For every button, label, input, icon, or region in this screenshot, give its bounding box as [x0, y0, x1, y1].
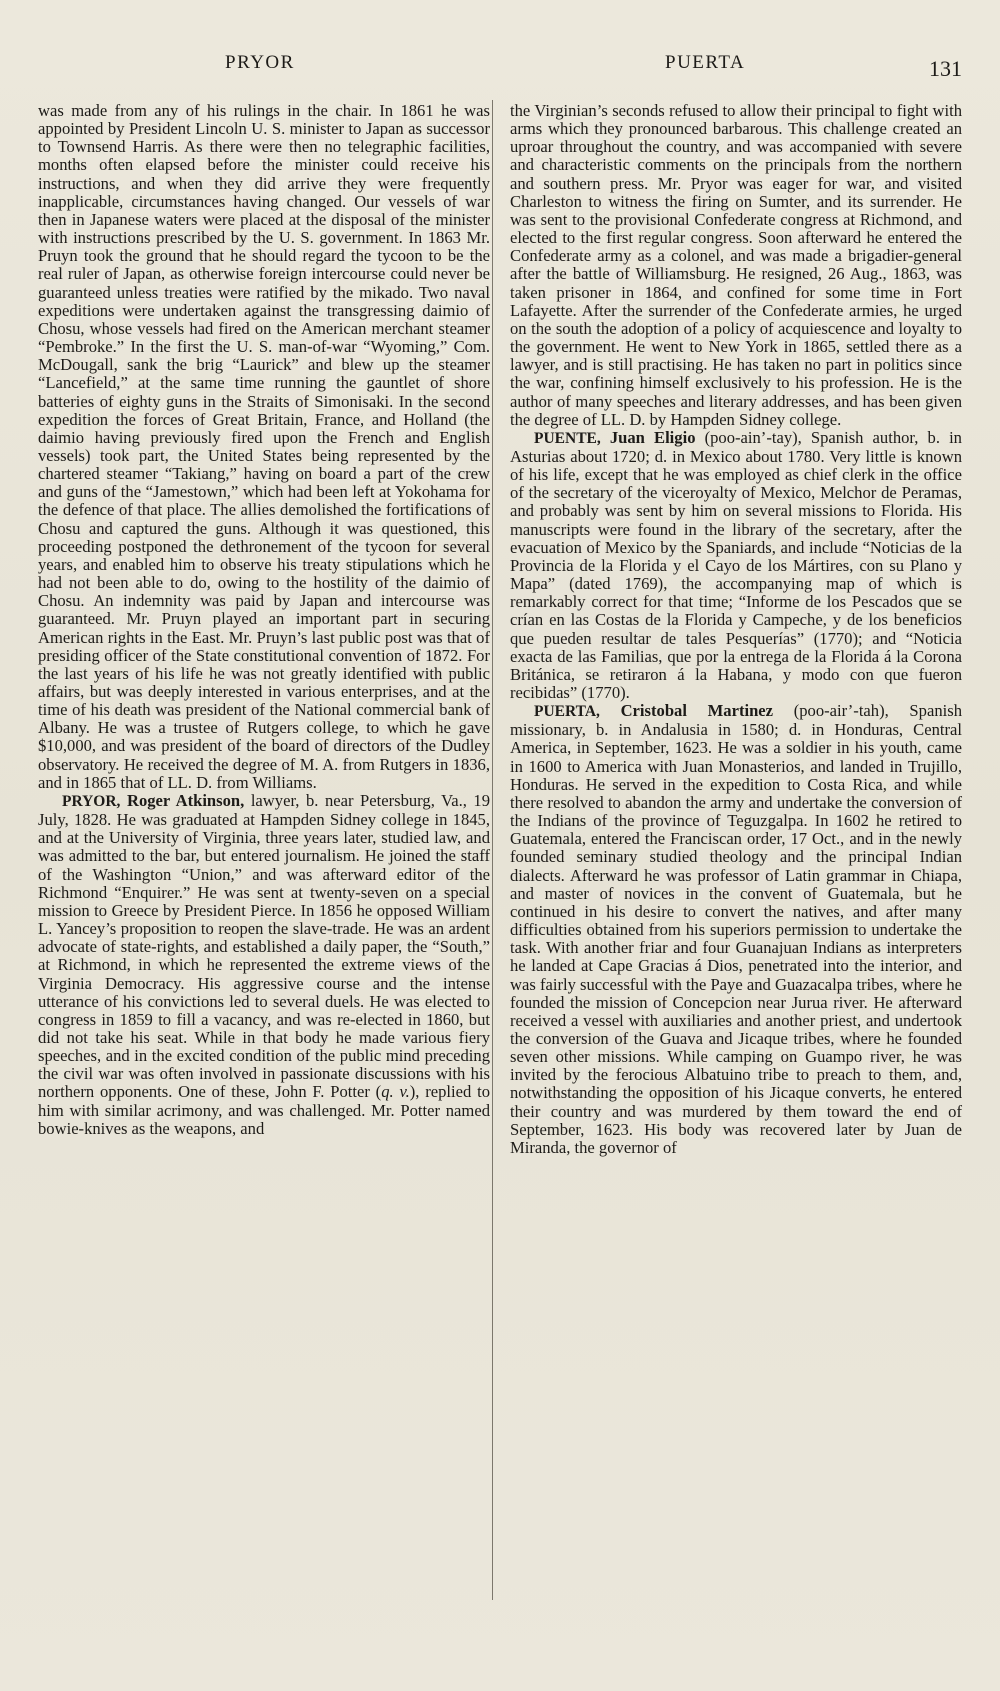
running-head-left: PRYOR [225, 52, 295, 73]
puente-entry [510, 429, 962, 702]
pryor-headword-surname: PRYOR, [62, 792, 121, 810]
pryor-headword-given: Roger Atkinson, [126, 790, 245, 810]
pryor-entry-continuation: the Virginian’s seconds refused to allow their principal to fight with arms which they pronounced barbarous. This challenge created an uproar throughout the country, and was accompanied with severe and characteristic comments on the principals from the northern and southern press. Mr. Pryor was eager for war, and visited Charleston to witness the firing on Sumter, and its surrender. He was sent to the provisional Confederate congress at Richmond, and elected to the first regular congress. Soon afterward he entered the Confederate army as a colonel, and was made a brigadier-general after the battle of Williamsburg. He resigned, 26 Aug., 1863, was taken prisoner in 1864, and confined for some time in Fort Lafayette. After the surrender of the Confederate armies, he urged on the south the adoption of a policy of acquiescence and loyalty to the government. He went to New York in 1865, settled there as a lawyer, and is still practising. He has taken no part in politics since the war, confining himself exclusively to his profession. He is the author of many speeches and literary addresses, and has been given the degree of LL. D. by Hampden Sidney college. [510, 101, 962, 429]
left-column [38, 102, 490, 1138]
puente-entry-text: (poo-ain’-tay), Spanish author, b. in Asturias about 1720; d. in Mexico about 1780. Very little is known of his life, except that he was employed as chief clerk in the office of the secretary of the viceroyalty of Mexico, Melchor de Peramas, and probably was sent by him on several missions to Florida. His manuscripts were found in the library of the secretary, after the evacuation of Mexico by the Spaniards, and include “Noticias de la Provincia de la Florida y el Cayo de los Mártires, con su Plano y Mapa” (dated 1769), the accompanying map of which is remarkably correct for that time; “Informe de los Pescados que se crían en las Costas de la Florida y Campeche, y de los beneficios que pueden resultar de tales Pesquerías” (1770); and “Noticia exacta de las Familias, que por la entrega de la Florida á la Corona Británica, se retiraron á la Habana, y modo con que fueron recibidas” (1770). [510, 427, 962, 702]
pryor-qv: q. v. [381, 1082, 410, 1102]
puente-headword-given: Juan Eligio [609, 427, 696, 447]
pruyn-entry-continuation: was made from any of his rulings in the chair. In 1861 he was appointed by President Lincoln U. S. minister to Japan as successor to Townsend Harris. As there were then no telegraphic facilities, months often elapsed before the minister could receive his instructions, and when they did arrive they were frequently inapplicable, circumstances having changed. Our vessels of war then in Japanese waters were placed at the disposal of the minister with instructions prescribed by the U. S. government. In 1863 Mr. Pruyn took the ground that he should regard the tycoon to be the real ruler of Japan, as otherwise foreign intercourse could never be guaranteed unless treaties were ratified by the mikado. Two naval expeditions were undertaken against the transgressing daimio of Chosu, whose vessels had fired on the American merchant steamer “Pembroke.” In the first the U. S. man-of-war “Wyoming,” Com. McDougall, sank the brig “Laurick” and blew up the steamer “Lancefield,” at the same time running the gauntlet of shore batteries of eighty guns in the Straits of Simonisaki. In the second expedition the forces of Great Britain, France, and Holland (the daimio having previously fired upon the French and English vessels) took part, the United States being represented by the chartered steamer “Takiang,” having on board a part of the crew and guns of the “Jamestown,” which had been left at Yokohama for the defence of that place. The allies demolished the fortifications of Chosu and captured the guns. Although it was questioned, this proceeding postponed the dethronement of the tycoon for several years, and enabled him to observe his treaty stipulations which he had not been able to do, owing to the hostility of the daimio of Chosu. An indemnity was paid by Japan and intercourse was guaranteed. Mr. Pruyn played an important part in securing American rights in the East. Mr. Pruyn’s last public post was that of presiding officer of the State constitutional convention of 1872. For the last years of his life he was not greatly identified with public affairs, but was deeply interested in various enterprises, and at the time of his death was president of the National commercial bank of Albany. He was a trustee of Rutgers college, to which he gave $10,000, and was president of the board of directors of the Dudley observatory. He received the degree of M. A. from Rutgers in 1836, and in 1865 that of LL. D. from Williams. [38, 101, 490, 792]
puerta-entry-text: (poo-air’-tah), Spanish missionary, b. in Andalusia in 1580; d. in Honduras, Central America, in September, 1623. He was a soldier in his youth, came in 1600 to America with Juan Monasterios, and landed in Trujillo, Honduras. He served in the expedition to Costa Rica, and while there resolved to abandon the army and undertake the conversion of the Indians of the province of Teguzgalpa. In 1602 he retired to Guatemala, entered the Franciscan order, 17 Oct., and in the newly founded seminary studied theology and the principal Indian dialects. Afterward he was professor of Latin grammar in Chiapa, and master of novices in the convent of Guatemala, but he continued in his desire to convert the natives, and after many difficulties obtained from his superiors permission to undertake the task. With another friar and four Guanajuan Indians as interpreters he landed at Cape Gracias á Dios, penetrated into the interior, and was fairly successful with the Paye and Guazacalpa tribes, where he founded the mission of Concepcion near Jurua river. He afterward received a vessel with auxiliaries and another priest, and undertook the conversion of the Guava and Jicaque tribes, where he founded seven other missions. While camping on Guampo river, he was invited by the ferocious Albatuino tribe to preach to them, and, notwithstanding the opposition of his Jicaque converts, he entered their country and was murdered by them toward the end of September, 1623. His body was recovered later by Juan de Miranda, the governor of [510, 701, 963, 1157]
pryor-entry-text-1: lawyer, b. near Petersburg, Va., 19 July, 1828. He was graduated at Hampden Sidney college in 1845, and at the University of Virginia, three years later, studied law, and was admitted to the bar, but entered journalism. He joined the staff of the Washington “Union,” and was afterward editor of the Richmond “Enquirer.” He was sent at twenty-seven on a special mission to Greece by President Pierce. In 1856 he opposed William L. Yancey’s proposition to reopen the slave-trade. He was an ardent advocate of state-rights, and established a daily paper, the “South,” at Richmond, in which he represented the extreme views of the Virginia Democracy. His aggressive course and the intense utterance of his convictions led to several duels. He was elected to congress in 1859 to fill a vacancy, and was re-elected in 1860, but did not take his seat. While in that body he made various fiery speeches, and in the excited condition of the public mind preceding the civil war was often involved in passionate discussions with his northern opponents. One of these, John F. Potter ( [38, 790, 490, 1102]
column-divider [492, 100, 493, 1600]
puerta-entry [510, 702, 962, 1157]
running-head-right: PUERTA [665, 52, 746, 73]
puente-headword-surname: PUENTE, [534, 429, 601, 447]
pryor-entry [38, 792, 490, 1138]
right-column [510, 102, 962, 1157]
puerta-headword-surname: PUERTA, [534, 703, 600, 721]
puerta-headword-given: Cristobal Martinez [620, 701, 774, 721]
pryor-entry-text-2: ), replied to him with similar acrimony, and was challenged. Mr. Potter named bowie-knives as the weapons, and [38, 1082, 490, 1138]
page-number: 131 [929, 56, 962, 81]
